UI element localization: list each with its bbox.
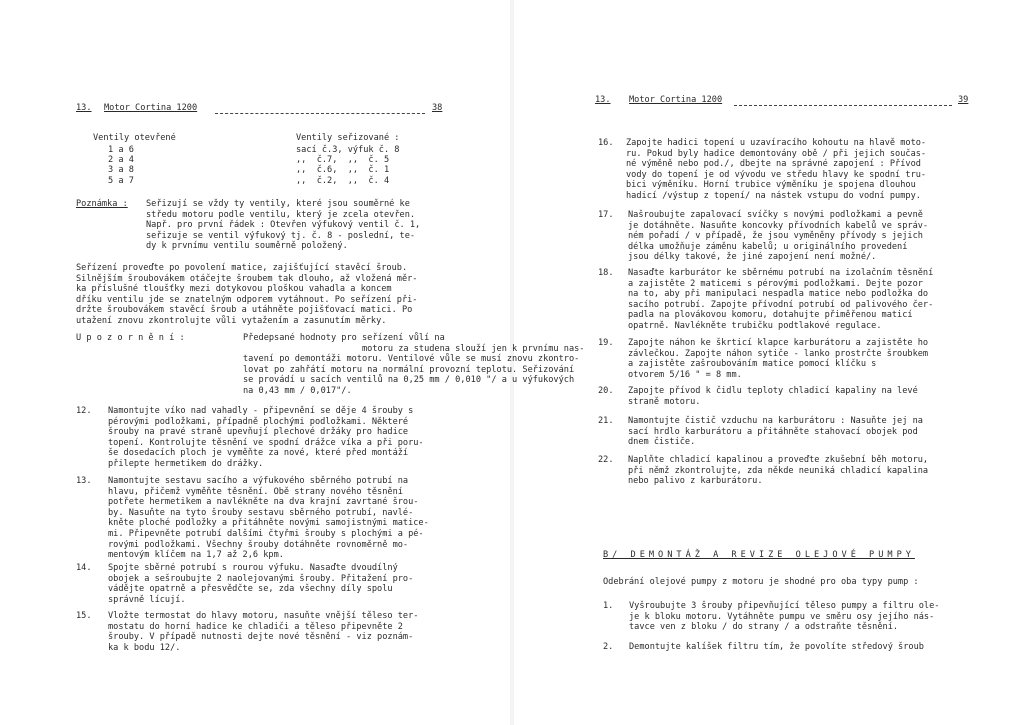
item-number: 22. <box>598 455 614 465</box>
adjusted-valves-row: sací č.3, výfuk č. 8 <box>296 145 400 155</box>
open-valves-row: 1 a 6 <box>108 145 134 155</box>
adjusted-valves-row: ,, č.7, ,, č. 5 <box>296 155 390 165</box>
item-number: 2. <box>603 642 614 652</box>
right-page-number: 39 <box>958 95 969 105</box>
left-header-rule <box>215 113 425 114</box>
right-header-rule <box>734 105 952 106</box>
item-text: Zapojte přívod k čidlu teploty chladicí kapaliny na levé straně motoru. <box>628 386 918 407</box>
item-number: 21. <box>598 416 614 426</box>
left-chapter-title: Motor Cortina 1200 <box>104 103 198 113</box>
open-valves-row: 5 a 7 <box>108 176 134 186</box>
warning-text: Předepsané hodnoty pro seřízení vůlí na motoru za studena slouží jen k prvnímu nas- tavení po demontáži motoru. Ventilové vůle se musí znovu zkontro- lovat po zahřátí motoru na normální provozní teplotu. Seřizování se provádí u sacích ventilů na 0,25 mm / 0,010 "/ a u výfukových na 0,43 mm / 0,017"/. <box>243 333 585 396</box>
item-number: 14. <box>76 563 92 573</box>
item-text: Demontujte kalíšek filtru tím, že povolíte středový šroub <box>629 642 924 652</box>
note-text: Seřizují se vždy ty ventily, které jsou souměrné ke středu motoru podle ventilu, který je zcela otevřen. Např. pro první řádek : Otevřen výfukový ventil č. 1, seřizuje se ventil výfukový tj. č. 8 - poslední, te- dy k prvnímu ventilu souměrně položený. <box>146 199 421 252</box>
left-page-number: 38 <box>432 103 443 113</box>
item-text: Vložte termostat do hlavy motoru, nasuňte vnější těleso ter- mostatu do horní hadice ke chladiči a těleso připevněte 2 šrouby. V případě nutnosti dejte nové těsnění - viz poznám- ka k bodu 12/. <box>108 611 419 653</box>
item-number: 20. <box>598 386 614 396</box>
left-chapter-number: 13. <box>76 103 92 113</box>
item-number: 15. <box>76 611 92 621</box>
open-valves-heading: Ventily otevřené <box>93 133 176 143</box>
adjusted-valves-heading: Ventily seřizované : <box>296 133 400 143</box>
item-text: Spojte sběrné potrubí s rourou výfuku. Nasaďte dvoudílný obojek a sešroubujte 2 naolejovanými šrouby. Přitažení pro- vádějte opatrně a přesvědčte se, zda všechny díly spolu správně lícují. <box>108 563 414 605</box>
item-number: 1. <box>603 601 614 611</box>
item-text: Nasaďte karburátor ke sběrnému potrubí na izolačním těsnění a zajistěte 2 maticemi s pérovými podložkami. Dejte pozor na to, aby při manipulaci nespadla matice nebo podložka do sacího potrubí. Zapojte přívodní potrubí od palivového čer- padla na plovákovou komoru, dotahujte přiměřenou maticí opatrně. Navlékněte trubičku podtlakové regulace. <box>628 268 934 331</box>
note-label: Poznámka : <box>76 199 128 209</box>
right-chapter-number: 13. <box>595 95 611 105</box>
item-number: 16. <box>598 138 614 148</box>
adjustment-paragraph: Seřízení proveďte po povolení matice, zajišťující stavěcí šroub. Silnějším šroubovákem otáčejte šroubem tak dlouho, až vložená měr- ka příslušné tloušťky mezi dotykovou ploškou vahadla a koncem dříku ventilu jde se znatelným odporem vytáhnout. Po seřízení při- držte šroubovákem stavěcí šroub a utáhněte pojišťovací matici. Po utažení znovu zkontrolujte vůli vytažením a zasunutím měrky. <box>76 263 418 326</box>
item-text: Namontujte sestavu sacího a výfukového sběrného potrubí na hlavu, přičemž vyměňte těsnění. Obě strany nového těsnění potřete hermetikem a navlékněte na dva krajní zavrtané šrou- by. Nasuňte na tyto šrouby sestavu sběrného potrubí, navlé- kněte ploché podložky a přitáhněte novými samojistnými matice- mi. Připevněte potrubí dalšími čtyřmi šrouby s plochými a pé- rovými podložkami. Všechny šrouby dotáhněte rovnoměrně mo- mentovým klíčem na 1,7 až 2,6 kpm. <box>108 476 429 561</box>
item-text: Namontujte víko nad vahadly - připevnění se děje 4 šrouby s pérovými podložkami, případně plochými podložkami. Některé šrouby na pravé straně upevňují plechové držáky pro hadice topení. Kontrolujte těsnění ve spodní drážce víka a při poru- še dosedacích ploch je vyměňte za nové, které před montáží přilepte hermetikem do drážky. <box>108 406 424 469</box>
item-text: Zapojte hadici topení u uzavíracího kohoutu na hlavě moto- ru. Pokud byly hadice demontovány obě / při jejich součas- né výměně nebo pod./, dbejte na správné zapojení : Přívod vody do topení je od vývodu ve středu hlavy ke spodní tru- bici výměníku. Horní trubice výměníku je spojena dlouhou hadicí /výstup z topení/ na nástek vstupu do vodní pumpy. <box>626 138 927 201</box>
item-number: 18. <box>598 268 614 278</box>
adjusted-valves-row: ,, č.2, ,, č. 4 <box>296 176 390 186</box>
open-valves-row: 2 a 4 <box>108 155 134 165</box>
item-number: 17. <box>598 210 614 220</box>
item-text: Vyšroubujte 3 šrouby připevňující těleso pumpy a filtru ole- je k bloku motoru. Vytáhněte pumpu ve směru osy jejího nás- tavce ven z bloku / do strany / a odstraňte těsnění. <box>629 601 940 633</box>
section-b-heading: B/ DEMONTÁŽ A REVIZE OLEJOVÉ PUMPY <box>603 550 915 560</box>
item-number: 12. <box>76 406 92 416</box>
adjusted-valves-row: ,, č.6, ,, č. 1 <box>296 165 390 175</box>
item-text: Našroubujte zapalovací svíčky s novými podložkami a pevně je dotáhněte. Nasuňte koncovky přívodních kabelů ve správ- ném pořadí / v případě, že jsou vyměněny přívody s jejich délka umožňuje záměnu kabelů; u originálního provedení jsou délky takové, že jiné zapojení není možné/. <box>628 210 929 263</box>
item-number: 13. <box>76 476 92 486</box>
open-valves-row: 3 a 8 <box>108 165 134 175</box>
warning-label: U p o z o r n ě n í : <box>76 333 185 343</box>
item-number: 19. <box>598 338 614 348</box>
item-text: Naplňte chladicí kapalinou a proveďte zkušební běh motoru, při němž zkontrolujte, zda někde neuniká chladicí kapalina nebo palivo z karburátoru. <box>628 455 929 487</box>
item-text: Namontujte čistič vzduchu na karburátoru : Nasuňte jej na sací hrdlo karburátoru a přitáhněte stahovací obojek pod dnem čističe. <box>628 416 923 448</box>
right-chapter-title: Motor Cortina 1200 <box>629 95 723 105</box>
item-text: Zapojte náhon ke škrticí klapce karburátoru a zajistěte ho závlečkou. Zapojte náhon sytiče - lanko prostrčte šroubkem a zajistěte zašroubováním matice pomocí klíčku s otvorem 5/16 " = 8 mm. <box>628 338 929 380</box>
section-b-intro: Odebrání olejové pumpy z motoru je shodné pro oba typy pump : <box>603 577 919 587</box>
right-page <box>512 0 1024 725</box>
